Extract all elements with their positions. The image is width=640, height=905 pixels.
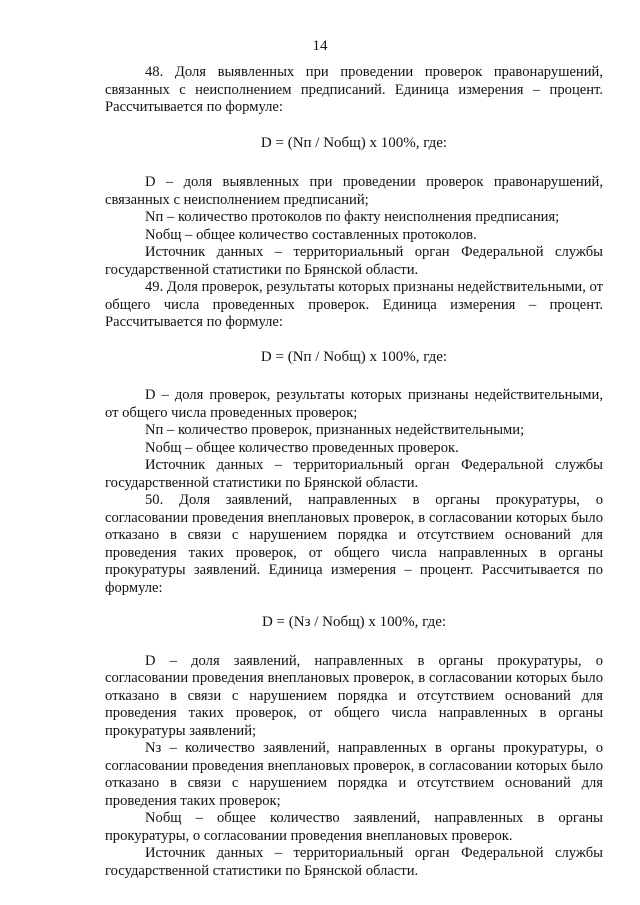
section-50-formula: D = (Nз / Nобщ) х 100%, где:: [261, 614, 447, 630]
section-50-intro: 50. Доля заявлений, направленных в органы прокуратуры, о согласовании проведения внеплановых проверок, в согласовании которых было отказано в связи с нарушением порядка и отсутствием оснований для проведения таких проверок, от общего числа направленных в органы прокуратуры заявлений. Единица измерения – процент. Рассчитывается по формуле:: [105, 492, 603, 596]
section-48-np-definition: Nп – количество протоколов по факту неисполнения предписания;: [145, 209, 560, 225]
section-48-formula: D = (Nп / Nобщ) х 100%, где:: [260, 134, 448, 151]
section-49-d-definition: D – доля проверок, результаты которых признаны недействительными, от общего числа проведенных проверок;: [105, 387, 603, 421]
section-48-intro: 48. Доля выявленных при проведении проверок правонарушений, связанных с неисполнением предписаний. Единица измерения – процент. Рассчитывается по формуле:: [105, 64, 603, 115]
section-50-source: Источник данных – территориальный орган Федеральной службы государственной статистики по Брянской области.: [105, 845, 603, 879]
section-49-intro: 49. Доля проверок, результаты которых признаны недействительными, от общего числа проведенных проверок. Единица измерения – процент. Рассчитывается по формуле:: [105, 279, 604, 330]
section-50-nobsh-definition: Nобщ – общее количество заявлений, направленных в органы прокуратуры, о согласовании проведения внеплановых проверок.: [105, 810, 603, 844]
section-49-source: Источник данных – территориальный орган Федеральной службы государственной статистики по Брянской области.: [105, 457, 603, 491]
section-49-np-definition: Nп – количество проверок, признанных недействительными;: [145, 422, 525, 438]
section-49-nobsh-definition: Nобщ – общее количество проведенных проверок.: [145, 439, 459, 456]
section-48-nobsh-definition: Nобщ – общее количество составленных протоколов.: [145, 226, 477, 243]
section-49-formula: D = (Nп / Nобщ) х 100%, где:: [260, 348, 448, 365]
section-50-d-definition: D – доля заявлений, направленных в органы прокуратуры, о согласовании проведения внеплановых проверок, в согласовании которых было отказано в связи с нарушением порядка и отсутствием оснований для проведения таких проверок, от общего числа направленных в органы прокуратуры заявлений;: [105, 652, 603, 739]
section-48-d-definition: D – доля выявленных при проведении проверок правонарушений, связанных с неисполнением предписаний;: [105, 174, 603, 208]
page-number: 14: [312, 38, 328, 54]
document-body: [105, 64, 603, 880]
section-50-nz-definition: Nз – количество заявлений, направленных в органы прокуратуры, о согласовании проведения внеплановых проверок, в согласовании которых было отказано в связи с нарушением порядка и отсутствием оснований для проведения таких проверок;: [105, 740, 603, 809]
section-48-source: Источник данных – территориальный орган Федеральной службы государственной статистики по Брянской области.: [105, 244, 603, 278]
